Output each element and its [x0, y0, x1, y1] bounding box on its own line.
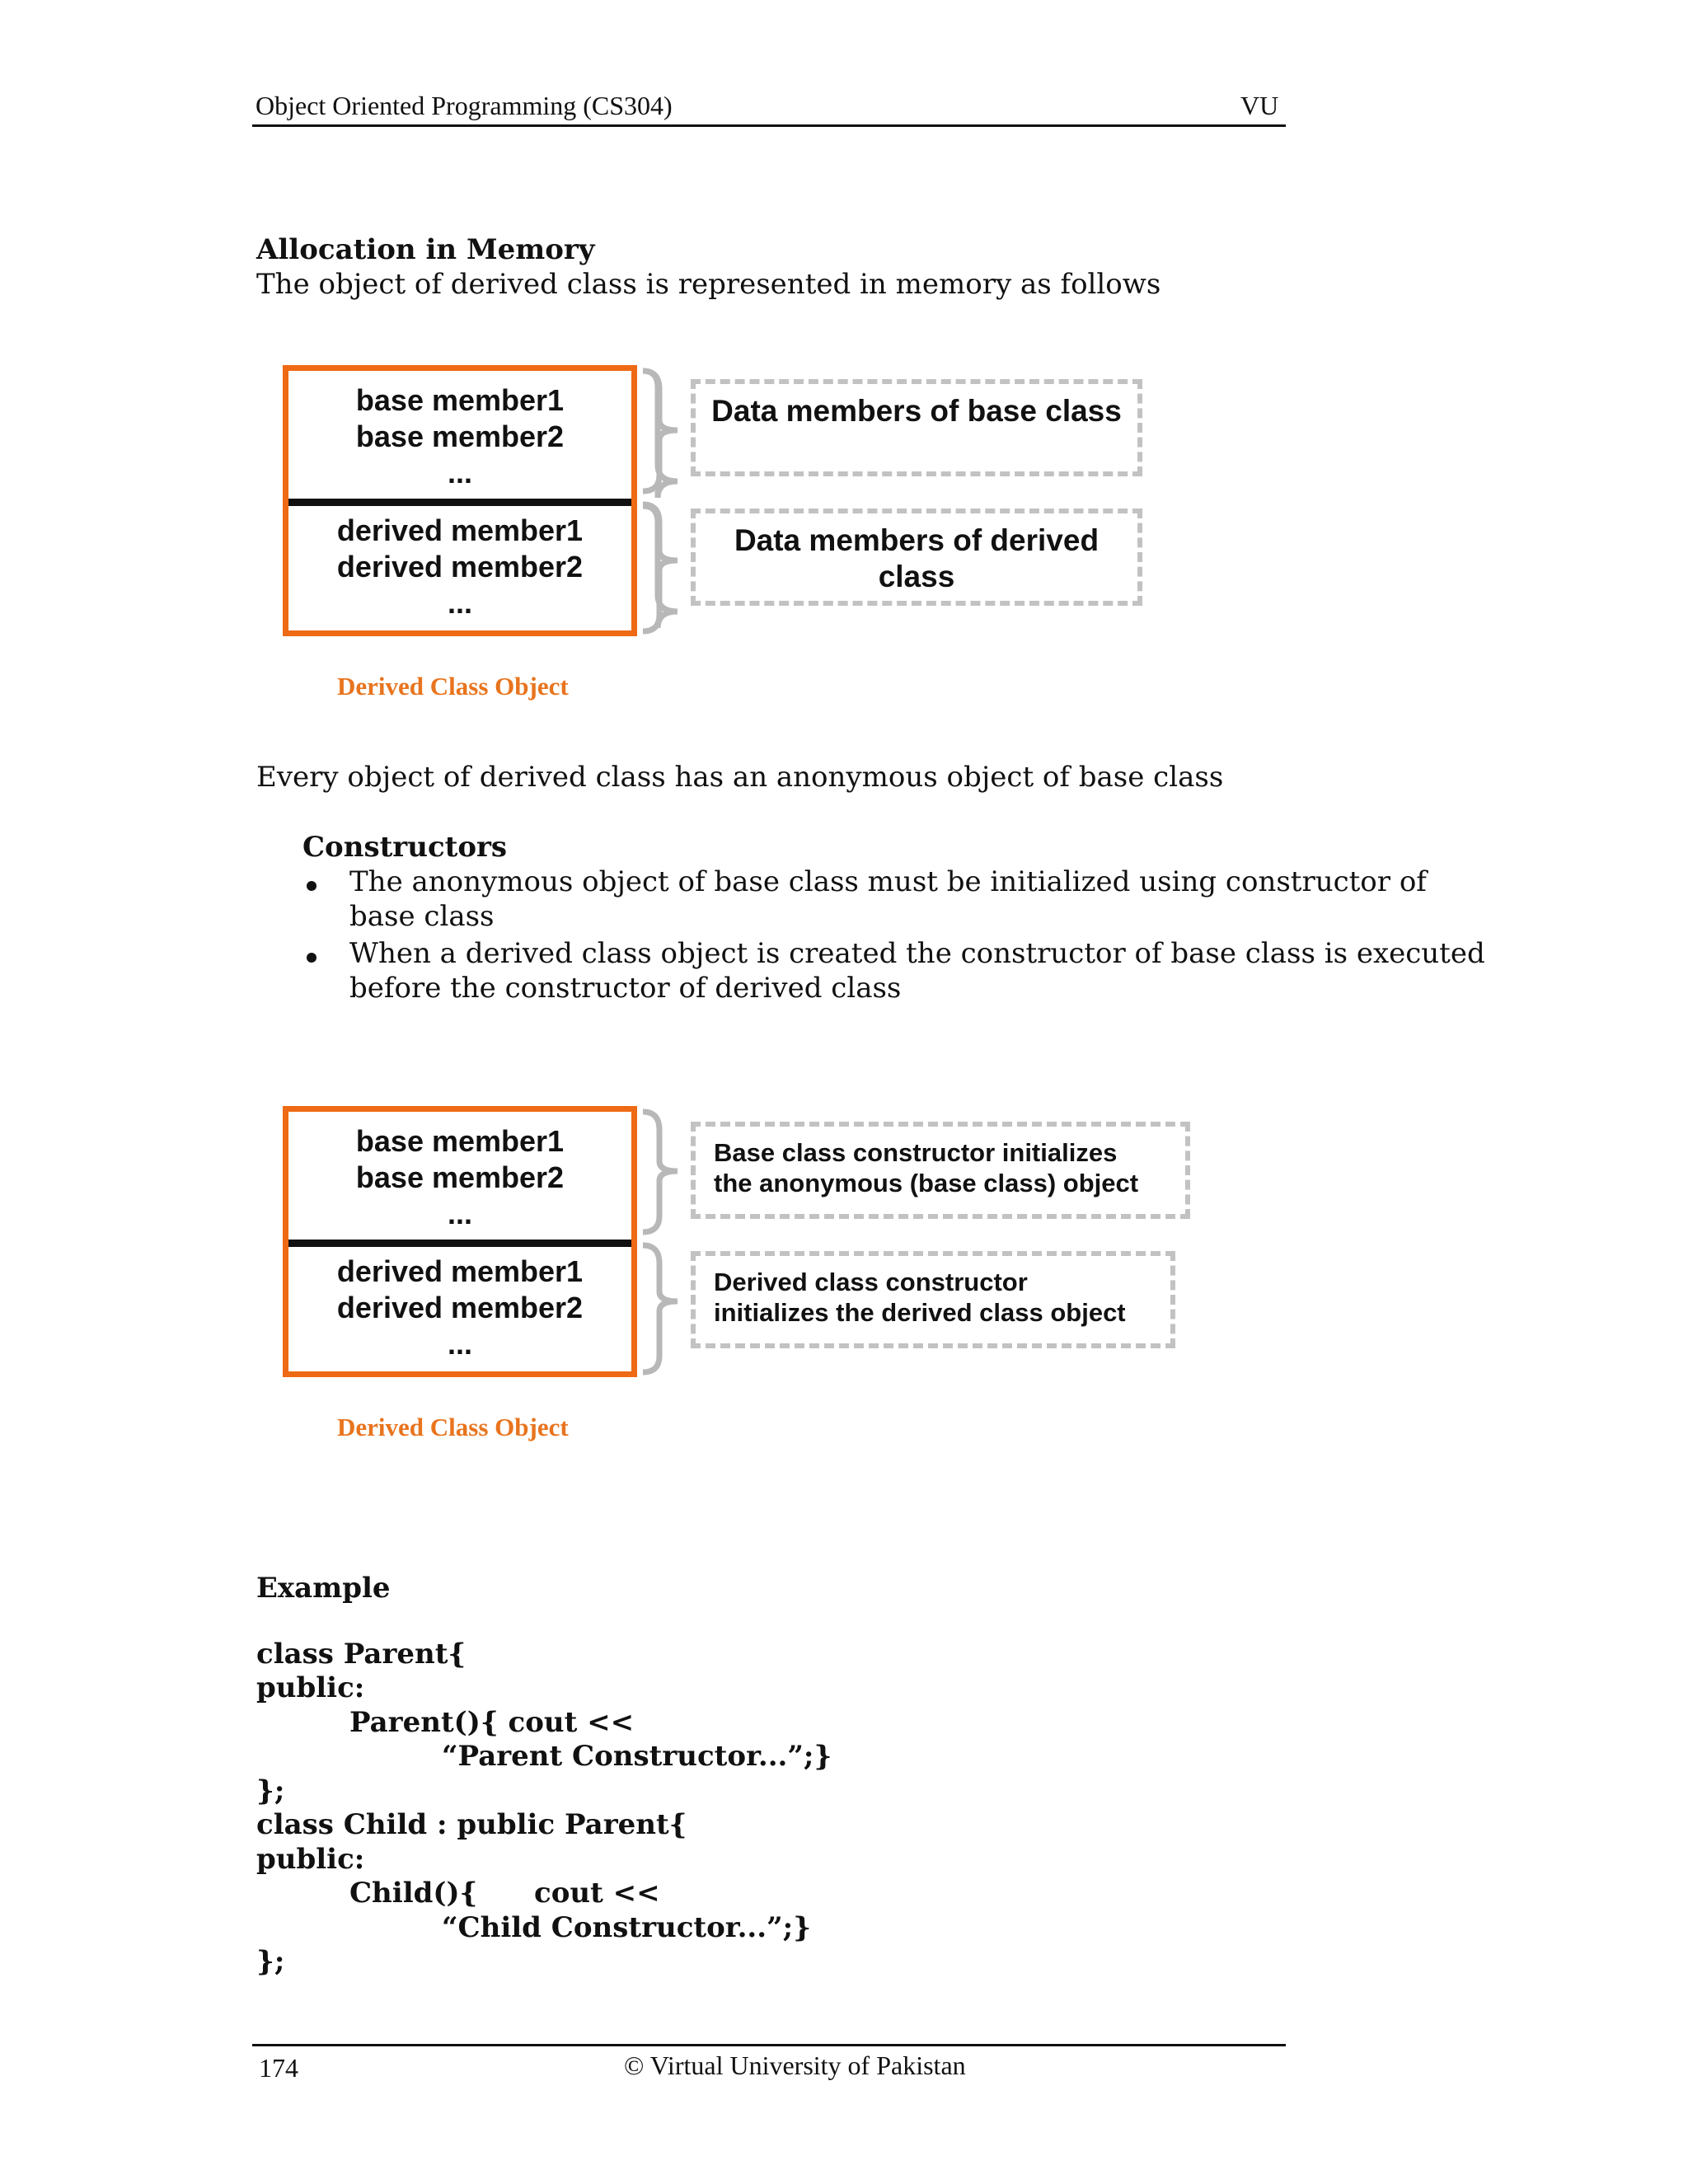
label-line: Derived class constructor [714, 1268, 1028, 1296]
base-members-section [288, 382, 631, 491]
brace-icon [640, 1108, 689, 1377]
code-line: Child(){ [349, 1877, 478, 1910]
label-line: initializes the derived class object [714, 1298, 1126, 1327]
derived-member-line: ... [447, 586, 472, 620]
code-line: class Parent{ [256, 1638, 467, 1671]
footer-copyright: © Virtual University of Pakistan [624, 2050, 966, 2080]
derived-object-box [283, 1106, 637, 1377]
base-members-section [288, 1123, 631, 1232]
label-base-data-members: Data members of base class [691, 379, 1142, 476]
example-heading: Example [256, 1572, 391, 1605]
label-derived-data-members: Data members of derived class [691, 509, 1142, 606]
brace-icon [640, 368, 689, 636]
derived-member-line: ... [447, 1327, 472, 1361]
bullet-icon [307, 881, 316, 891]
bullet-text-line: before the constructor of derived class [349, 972, 902, 1005]
label-derived-constructor [691, 1251, 1175, 1348]
footer-rule [252, 2044, 1286, 2046]
page-number: 174 [259, 2053, 298, 2083]
base-member-line: base member1 [355, 1124, 565, 1158]
code-line: public: [256, 1843, 365, 1876]
code-line: }; [256, 1774, 285, 1807]
label-line: Base class constructor initializes [714, 1138, 1118, 1167]
bullet-text-line: When a derived class object is created the constructor of base class is executed [349, 937, 1485, 970]
bullet-icon [307, 953, 316, 963]
section-divider [288, 499, 631, 506]
code-line: Parent(){ cout << [349, 1706, 635, 1739]
section-divider [288, 1240, 631, 1247]
code-line: cout << [534, 1877, 660, 1910]
header-title: Object Oriented Programming (CS304) [256, 91, 673, 120]
base-member-line: ... [447, 456, 472, 490]
code-line: public: [256, 1671, 365, 1704]
derived-object-box [283, 365, 637, 636]
derived-members-section [288, 1254, 631, 1362]
code-line: “Parent Constructor...”;} [442, 1740, 832, 1773]
code-line: }; [256, 1945, 285, 1978]
code-line: class Child : public Parent{ [256, 1808, 687, 1841]
derived-member-line: derived member2 [336, 550, 584, 583]
base-member-line: base member2 [355, 1160, 565, 1194]
diagram-caption: Derived Class Object [337, 672, 569, 701]
label-base-constructor [691, 1122, 1190, 1219]
base-member-line: base member1 [355, 383, 565, 417]
label-line: the anonymous (base class) object [714, 1169, 1139, 1197]
derived-member-line: derived member1 [336, 513, 584, 547]
anonymous-object-text: Every object of derived class has an anonymous object of base class [256, 761, 1224, 794]
derived-members-section [288, 513, 631, 621]
bullet-text-line: The anonymous object of base class must be initialized using constructor of [349, 865, 1427, 898]
header-vu: VU [1240, 91, 1279, 120]
section-intro-text: The object of derived class is represented in memory as follows [256, 268, 1161, 301]
diagram-caption: Derived Class Object [337, 1413, 569, 1441]
base-member-line: ... [447, 1197, 472, 1230]
header-rule [252, 124, 1286, 127]
code-line: “Child Constructor...”;} [442, 1911, 812, 1944]
bullet-text-line: base class [349, 900, 495, 933]
base-member-line: base member2 [355, 419, 565, 453]
derived-member-line: derived member1 [336, 1254, 584, 1288]
section-heading-allocation: Allocation in Memory [256, 233, 595, 266]
derived-member-line: derived member2 [336, 1291, 584, 1324]
constructors-heading: Constructors [302, 831, 508, 864]
